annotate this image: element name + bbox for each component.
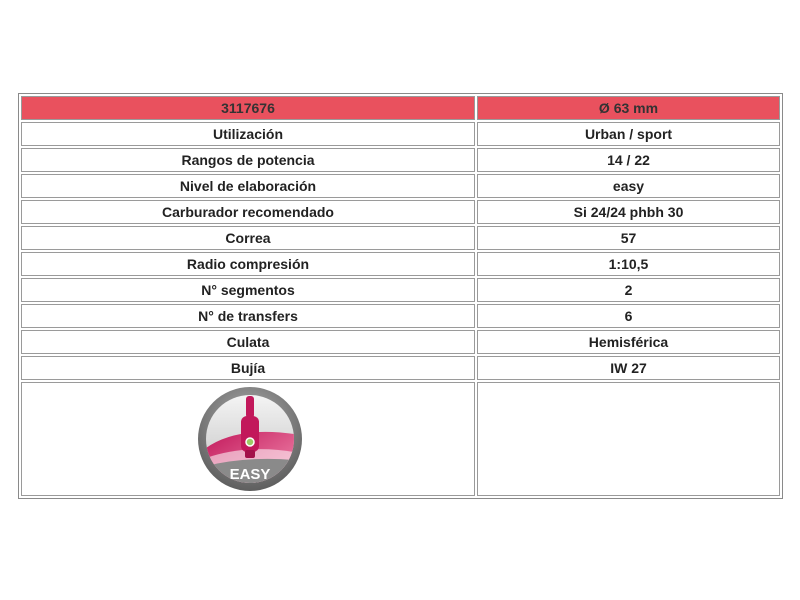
- badge-cell: [21, 382, 475, 496]
- badge-wrapper: [22, 383, 474, 495]
- badge-row: [21, 382, 780, 496]
- table-row: [21, 200, 780, 224]
- row-value: Hemisférica: [477, 330, 780, 354]
- row-label: N° segmentos: [21, 278, 475, 302]
- row-label: Utilización: [21, 122, 475, 146]
- table-header-row: [21, 96, 780, 120]
- spec-table: [18, 93, 783, 499]
- empty-cell: [477, 382, 780, 496]
- row-label: Nivel de elaboración: [21, 174, 475, 198]
- product-code: 3117676: [21, 96, 475, 120]
- row-label: Bujía: [21, 356, 475, 380]
- row-value: Urban / sport: [477, 122, 780, 146]
- row-label: Carburador recomendado: [21, 200, 475, 224]
- badge-label: EASY: [229, 466, 271, 483]
- row-value: IW 27: [477, 356, 780, 380]
- easy-level-icon: [197, 386, 303, 492]
- table-row: [21, 122, 780, 146]
- row-value: 2: [477, 278, 780, 302]
- row-value: 1:10,5: [477, 252, 780, 276]
- cylinder-diameter: Ø 63 mm: [477, 96, 780, 120]
- table-row: [21, 148, 780, 172]
- table-row: [21, 304, 780, 328]
- row-value: 6: [477, 304, 780, 328]
- row-label: N° de transfers: [21, 304, 475, 328]
- row-label: Radio compresión: [21, 252, 475, 276]
- table-row: [21, 174, 780, 198]
- table-row: [21, 356, 780, 380]
- row-value: Si 24/24 phbh 30: [477, 200, 780, 224]
- row-label: Rangos de potencia: [21, 148, 475, 172]
- table-row: [21, 226, 780, 250]
- table-row: [21, 330, 780, 354]
- row-label: Culata: [21, 330, 475, 354]
- row-value: 57: [477, 226, 780, 250]
- row-label: Correa: [21, 226, 475, 250]
- table-row: [21, 252, 780, 276]
- table-row: [21, 278, 780, 302]
- row-value: 14 / 22: [477, 148, 780, 172]
- row-value: easy: [477, 174, 780, 198]
